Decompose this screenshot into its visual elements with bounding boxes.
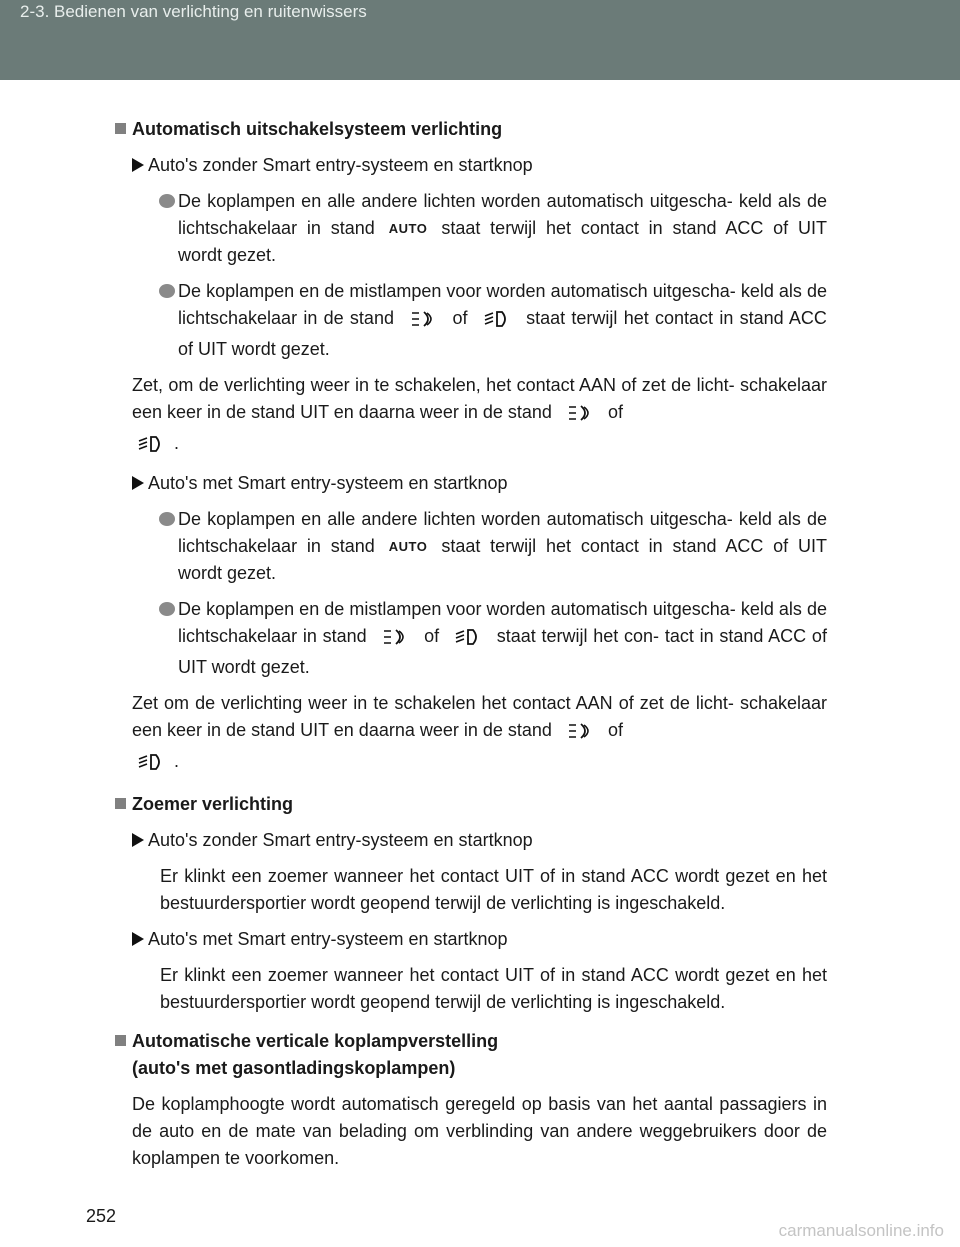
headlight-on-icon — [455, 627, 481, 654]
headlight-low-beam-icon — [410, 309, 436, 336]
page-content — [115, 116, 827, 1172]
paragraph-buzzer-1: Er klinkt een zoemer wanneer het contact UIT of in stand ACC wordt gezet en het bestuurdersportier wordt geopend terwijl de verlichting is ingeschakeld. — [160, 866, 827, 913]
watermark: carmanualsonline.info — [778, 1221, 944, 1240]
headlight-low-beam-icon — [382, 627, 408, 654]
triangle-bullet-icon — [132, 833, 144, 847]
list-item: De koplampen en alle andere lichten worden automatisch uitgescha- keld als de lichtschakelaar in stand AUTO staat terwijl het contact in stand ACC of UIT wordt gezet. — [115, 188, 827, 269]
headlight-on-icon — [138, 434, 164, 461]
page-number: 252 — [86, 1206, 117, 1226]
triangle-bullet-icon — [132, 932, 144, 946]
square-bullet-icon — [115, 1035, 126, 1046]
headlight-low-beam-icon — [567, 403, 593, 430]
circle-bullet-icon — [159, 194, 175, 208]
list-item: De koplampen en alle andere lichten worden automatisch uitgescha- keld als de lichtschakelaar in stand AUTO staat terwijl het contact in stand ACC of UIT wordt gezet. — [115, 506, 827, 587]
auto-icon: AUTO — [388, 221, 428, 236]
paragraph-buzzer-2: Er klinkt een zoemer wanneer het contact UIT of in stand ACC wordt gezet en het bestuurdersportier wordt geopend terwijl de verlichting is ingeschakeld. — [160, 965, 827, 1012]
paragraph-reactivate-1: Zet, om de verlichting weer in te schakelen, het contact AAN of zet de licht- schakelaar een keer in de stand UIT en daarna weer in de stand of . — [115, 372, 827, 461]
header-title: 2-3. Bedienen van verlichting en ruitenwissers — [20, 2, 367, 21]
square-bullet-icon — [115, 798, 126, 809]
page-header — [0, 0, 960, 80]
headlight-low-beam-icon — [567, 721, 593, 748]
subheading-with-smart-entry: Auto's met Smart entry-systeem en startknop — [115, 470, 827, 497]
auto-icon: AUTO — [388, 539, 428, 554]
list-item: De koplampen en de mistlampen voor worden automatisch uitgescha- keld als de lichtschakelaar in stand of staat terwijl het con- tact in stand ACC of UIT wordt gezet. — [115, 596, 827, 681]
subheading-with-smart-entry: Auto's met Smart entry-systeem en startknop — [115, 926, 827, 953]
triangle-bullet-icon — [132, 476, 144, 490]
paragraph-levelling: De koplamphoogte wordt automatisch geregeld op basis van het aantal passagiers in de auto en de mate van belading om verblinding van andere weggebruikers door de koplampen te voorkomen. — [132, 1094, 827, 1168]
section-heading-auto-shutoff: Automatisch uitschakelsysteem verlichting — [115, 116, 827, 143]
circle-bullet-icon — [159, 284, 175, 298]
list-item: De koplampen en de mistlampen voor worden automatisch uitgescha- keld als de lichtschakelaar in de stand of staat terwijl het contact in stand ACC of UIT wordt gezet. — [115, 278, 827, 363]
triangle-bullet-icon — [132, 158, 144, 172]
headlight-on-icon — [138, 752, 164, 779]
square-bullet-icon — [115, 123, 126, 134]
subheading-without-smart-entry: Auto's zonder Smart entry-systeem en startknop — [115, 827, 827, 854]
section-heading-levelling: Automatische verticale koplampverstelling (auto's met gasontladingskoplampen) — [115, 1028, 827, 1082]
headlight-on-icon — [484, 309, 510, 336]
circle-bullet-icon — [159, 512, 175, 526]
circle-bullet-icon — [159, 602, 175, 616]
section-heading-buzzer: Zoemer verlichting — [115, 791, 827, 818]
subheading-without-smart-entry: Auto's zonder Smart entry-systeem en startknop — [115, 152, 827, 179]
paragraph-reactivate-2: Zet om de verlichting weer in te schakelen het contact AAN of zet de licht- schakelaar een keer in de stand UIT en daarna weer in de stand of . — [115, 690, 827, 779]
